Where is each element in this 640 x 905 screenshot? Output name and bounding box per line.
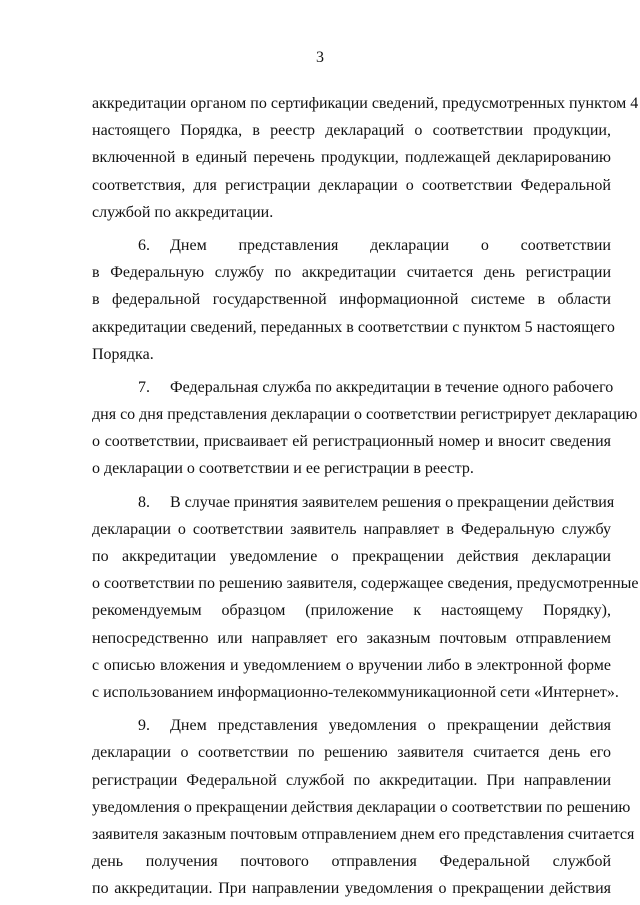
line-text: Федеральная служба по аккредитации в течение одного рабочего bbox=[170, 378, 614, 396]
line-text: Днем представления уведомления о прекращении действия bbox=[170, 717, 611, 735]
text-line: службой по аккредитации. bbox=[92, 203, 274, 221]
paragraph-item-8 bbox=[92, 489, 639, 707]
document-body bbox=[92, 90, 639, 902]
text-line: настоящего Порядка, в реестр деклараций о соответствии продукции, bbox=[92, 122, 611, 140]
text-line: дня со дня представления декларации о соответствии регистрирует декларацию bbox=[92, 406, 638, 424]
text-line: заявителя заказным почтовым отправлением днем его представления считается bbox=[92, 825, 635, 843]
text-line: непосредственно или направляет его заказным почтовым отправлением bbox=[92, 629, 611, 647]
item-number: 7. bbox=[138, 378, 150, 396]
text-line: с использованием информационно-телекоммуникационной сети «Интернет». bbox=[92, 683, 619, 701]
text-line bbox=[92, 712, 611, 739]
item-number: 9. bbox=[138, 717, 150, 735]
text-line: день получения почтового отправления Федеральной службой bbox=[92, 853, 611, 871]
text-line: по аккредитации уведомление о прекращении действия декларации bbox=[92, 548, 611, 565]
item-number: 6. bbox=[138, 236, 150, 254]
paragraph-item-9 bbox=[92, 712, 635, 902]
text-line: декларации о соответствии заявитель направляет в Федеральную службу bbox=[92, 520, 611, 538]
text-line: с описью вложения и уведомлением о вручении либо в электронной форме bbox=[92, 656, 611, 674]
text-line bbox=[92, 489, 615, 516]
text-line: о декларации о соответствии и ее регистрации в реестр. bbox=[92, 460, 474, 478]
text-line: регистрации Федеральной службой по аккредитации. При направлении bbox=[92, 771, 611, 789]
line-text: Днем представления декларации о соответствии bbox=[170, 236, 611, 254]
paragraph-continuation bbox=[92, 90, 639, 226]
text-line: Порядка. bbox=[92, 345, 154, 363]
page-number: 3 bbox=[316, 49, 324, 66]
paragraph-item-6 bbox=[92, 232, 615, 368]
text-line: в федеральной государственной информационной системе в области bbox=[92, 291, 611, 309]
text-line bbox=[92, 374, 614, 401]
line-text: В случае принятия заявителем решения о прекращении действия bbox=[170, 493, 615, 511]
paragraph-item-7 bbox=[92, 374, 638, 483]
text-line: по аккредитации. При направлении уведомления о прекращении действия bbox=[92, 880, 611, 898]
text-line: аккредитации органом по сертификации сведений, предусмотренных пунктом 4 bbox=[92, 95, 639, 112]
text-line: в Федеральную службу по аккредитации считается день регистрации bbox=[92, 264, 611, 282]
text-line: включенной в единый перечень продукции, подлежащей декларированию bbox=[92, 149, 611, 167]
text-line bbox=[92, 232, 611, 259]
text-line: соответствия, для регистрации декларации о соответствии Федеральной bbox=[92, 176, 611, 194]
item-number: 8. bbox=[138, 493, 150, 511]
text-line: рекомендуемым образцом (приложение к настоящему Порядку), bbox=[92, 602, 611, 620]
text-line: о соответствии по решению заявителя, содержащее сведения, предусмотренные bbox=[92, 575, 639, 593]
text-line: декларации о соответствии по решению заявителя считается день его bbox=[92, 744, 611, 762]
text-line: аккредитации сведений, переданных в соответствии с пунктом 5 настоящего bbox=[92, 318, 615, 336]
text-line: уведомления о прекращении действия декларации о соответствии по решению bbox=[92, 798, 631, 816]
text-line: о соответствии, присваивает ей регистрационный номер и вносит сведения bbox=[92, 433, 611, 451]
